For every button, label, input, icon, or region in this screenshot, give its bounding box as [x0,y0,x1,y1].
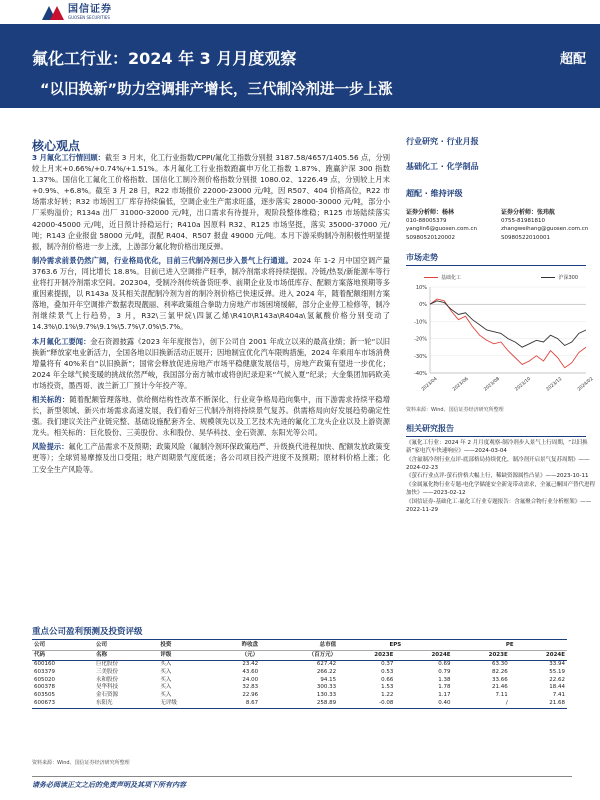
chart-source: 资料来源：Wind、国信证券经济研究所整理 [406,406,504,413]
td: 18.44 [549,684,565,691]
td: 三美股份 [95,668,118,675]
chart-legend [406,274,590,281]
table-header-row [32,641,567,651]
td: 94.15 [320,676,337,683]
table-row [32,661,567,669]
para-lead: 风险提示： [32,442,69,452]
td: 603505 [34,692,55,699]
th: 2024E [510,651,567,661]
analyst-tel: 010-88005379 [406,218,447,225]
legend-swatch [424,277,438,279]
th-pe: PE [453,641,567,651]
x-tick-label: 2023/08 [483,376,501,393]
td: 8.67 [209,700,260,708]
analyst-name: 证券分析师：张玮航 [501,209,556,216]
x-tick-label: 2024/02 [576,376,595,393]
td: 600673 [32,700,94,708]
market-chart-svg [406,281,595,393]
td: 永和股份 [95,676,118,683]
core-content [32,152,390,478]
report-title: 氟化工行业：2024 年 3 月月度观察 [32,49,297,68]
th: 2024E [395,651,452,661]
legend-item [424,274,461,281]
td: 603379 [34,668,55,675]
forecast-table-title: 重点公司盈利预测及投资评级 [32,625,567,640]
td: 0.40 [395,700,452,708]
td: 605020 [34,676,55,683]
td: 55.19 [549,668,565,675]
y-tick-label: -30% [414,353,427,360]
y-tick-label: -10% [414,319,427,326]
paragraph-targets [32,394,390,438]
y-tick-label: 0% [419,302,427,309]
td: 7.11 [495,692,508,699]
paragraph-news [32,336,390,391]
td: 600160 [34,661,55,667]
market-chart [406,274,595,404]
td: 82.26 [491,668,508,675]
x-tick-label: 2023/10 [514,376,533,393]
td: 24.00 [242,676,259,683]
sector-label: 基础化工 · 化学制品 [406,162,479,171]
para-lead: 相关标的： [32,394,70,404]
para-text: 氟化工产品需求不及预期；政策风险（氟制冷剂环保政策趋严、升级换代进程加快、配额发放政策变更等）；全球贸易摩擦及出口受阻；地产周期景气度低迷；各公司项目投产进度不及预期；原材料价格上涨；化工安全生产风险等。 [32,442,390,474]
td: 1.53 [381,684,394,691]
td: 买入 [160,692,172,699]
logo-cn: 国信证券 [68,4,112,15]
th: 公司 [32,641,94,651]
td: 33.66 [491,676,508,683]
th: 公司 [94,641,158,651]
legend-label: 基础化工 [441,274,462,281]
td: 22.96 [242,692,259,699]
logo [42,4,112,20]
td: 21.46 [491,684,508,691]
td: 33.94 [549,661,565,667]
analyst-tel: 0755-81981810 [501,218,545,225]
th: 2023E [453,651,510,661]
th: （元） [209,651,260,661]
td: 0.37 [381,661,394,667]
table-source: 资料来源：Wind、国信证券经济研究所整理 [32,760,130,766]
td: 300.33 [316,684,337,691]
analyst-card [406,209,501,242]
paragraph-review [32,152,390,252]
td: 0.53 [381,668,394,675]
td: 7.41 [552,692,565,699]
table-row [32,692,567,700]
analysts [406,209,596,242]
y-tick-label: -20% [414,336,427,343]
paragraph-risk [32,441,390,474]
analyst-name: 证券分析师：杨林 [406,209,455,216]
td: 无评级 [158,700,209,708]
td: 0.66 [381,676,394,683]
td: 买入 [160,668,172,675]
related-item[interactable]: 《金属氟化物行业专题-电化学储能安全新宠带动需求，全氟己酮国产替代进程加快》——2023-02-12 [406,482,595,497]
series-line-csi300 [430,301,586,347]
td: 21.68 [510,700,567,708]
x-tick-label: 2023/12 [545,376,564,393]
th: （百万元） [260,651,338,661]
th: 投资 [158,641,209,651]
research-type: 行业研究 · 行业月报 [406,137,479,146]
sidebar [406,136,596,516]
related-list [406,440,596,515]
related-title: 相关研究报告 [406,423,586,437]
core-heading: 核心观点 [32,139,81,153]
td: 东阳光 [94,700,158,708]
td: 266.22 [316,668,337,675]
analyst-email[interactable]: zhangweihang@guosen.com.cn [501,226,589,233]
td: 258.89 [260,700,338,708]
paragraph-outlook [32,255,390,333]
x-tick-label: 2023/04 [420,376,439,393]
analyst-cert: S0980522010001 [501,234,550,241]
th: 代码 [32,651,94,661]
y-tick-label: -40% [414,370,427,377]
td: 1.78 [438,684,451,691]
td: 22.62 [549,676,565,683]
td: 买入 [160,661,172,667]
series-line-chemical [430,299,586,368]
td: 金石资源 [95,692,118,699]
related-item[interactable]: 《氟化工行业：2024 年 2 月月度观察-制冷剂步入景气上行周期，“以旧换新”家电汽车快速响应》——2024-03-04 [406,439,588,454]
th-eps: EPS [338,641,452,651]
rating-label: 超配 · 维持评级 [406,189,463,198]
table-header-row [32,651,567,661]
td: 1.38 [438,676,451,683]
th: 2023E [338,651,395,661]
td: 1.22 [381,692,394,699]
title-banner [0,24,600,108]
th: 名称 [94,651,158,661]
y-tick-label: 10% [415,284,427,291]
td: 0.79 [438,668,451,675]
para-text: 2024 年 1-2 月中国空调产量 3763.6 万台，同比增长 18.8%。目前已进入空调排产旺季，制冷剂需求将持续提振。冷链/热泵/新能源车等行业将打开制冷剂需求空间。202304，受制冷剂传统备货旺季、前期企业及市场低库存、配额方案落地预期等多重因素提振，以 R143a 及其相关混配制冷剂为首的制冷剂价格已快速反弹。进入 2024 年，随着配额细则方案落地，叠加开年空调排产数据表现靓丽、利率政策组合拳助力房地产市场困境缓解，部分企业停工检修等，制冷剂继续景气上行趋势，3 月，R32\三氯甲烷\四氯乙烯\R410\R143a\R404a\氢氟酸价格分别变动了 14.3%\0.1%\9.7%\9.1%\5.7%\7.0%\5.7%。 [32,255,390,332]
para-text: 截至 3 月末，化工行业指数/CPPI/氟化工指数分别报 3187.58/4657/1405.56 点，分别较上月末+0.66%/+0.74%/+1.51%。本月氟化工行业指数跑赢申万化工指数 1.87%、跑赢沪深 300 指数 1.37%。国信化工氟化工价格指数、国信化工制冷剂价格指数分别报 1080.02、1226.49 点，分别较上月末+0.9%、+6.8%。截至 3 月 28 日，R22 市场报价 22000-23000 元/吨，因 R507、404 价格高位，R22 市场需求好转；R32 市场因工厂库存持续偏低，空调企业生产需求旺盛，逐步落实 28000-30000 元/吨，部分小厂采购溢价；R134a 出厂 31000-32000 元/吨，出口需求有待提升，观阶段整体维稳；R125 市场陆续落实 42000-45000 元/吨，近日预计持稳运行；R410a 因原料 R32、R125 市场坚挺，落实 35000-37000 元/吨；R143 企业报盘 58000 元/吨，混配 R404、R507 报盘 49000 元/吨。本月下游采购制冷剂积极性明显提振，制冷剂价格进一步上涨，上游部分氟化物价格出现反弹。 [32,153,390,251]
legend-item [541,274,578,281]
td: 巨化股份 [95,661,118,667]
td: / [453,700,510,708]
td: 买入 [160,676,172,683]
td: 昊华科技 [95,684,118,691]
legend-swatch [541,277,555,279]
analyst-card [501,209,596,242]
rating-badge: 超配 [559,52,586,67]
table-row [32,700,567,708]
td: 买入 [160,684,172,691]
td: 600378 [34,684,55,691]
x-tick-label: 2023/06 [452,376,470,393]
para-text: 随着配额管理落地、供给侧结构性改革不断深化、行业竞争格局趋向集中，而下游需求持续平稳增长，新型领域、新兴市场需求高速发展，我们看好三代制冷剂将持续景气复苏。供需格局向好发展趋势确定性强。我们建议关注产业链完整、基础设施配套齐全、规模领先以及工艺技术先进的氟化工龙头企业以及上游资源龙头。相关标的：巨化股份、三美股份、永和股份、昊华科技、金石资源、东阳光等公司。 [32,394,390,438]
para-lead: 3 月氟化工行情回顾： [32,153,105,162]
analyst-cert: S0980520120002 [406,234,455,241]
analyst-email[interactable]: yanglin6@guosen.com.cn [406,226,477,233]
td: 1.17 [438,692,451,699]
para-lead: 本月氟化工要闻： [32,336,91,346]
disclaimer-footer: 请务必阅读正文之后的免责声明及其项下所有内容 [32,776,572,790]
table-row [32,669,567,677]
td: 43.60 [242,668,259,675]
related-item[interactable]: 《萤石行业点评-萤石价格大幅上行，稀缺资源属性凸显》——2023-10-11 [406,473,589,480]
market-title: 市场走势 [406,252,586,266]
para-text: 金石资源披露《2023 年年度报告》，创下公司自 2001 年成立以来的最高业绩；新一轮“以旧换新”释放家电业新活力，全国各地以旧换新活动正展开；因地制宜优化汽车限购措施，2024 年乘用车市场消费增量将有 40%来自“以旧换新”；国常会释放促进房地产市场平稳健康发展信号，房地产政策有望进一步优化；2024 年全球气候变暖的挑战依然严峻，我国部分南方城市或将创纪录迎来“气候入夏”纪录；大金集团加码欧美市场投资，墨西哥、波兰新工厂预计今年投产等。 [32,336,391,390]
logo-icon [42,4,64,20]
th: 总市值 [260,641,338,651]
logo-en: GUOSEN SECURITIES [68,15,110,20]
report-subtitle: “以旧换新”助力空调排产增长，三代制冷剂进一步上涨 [40,82,393,98]
td: -0.08 [338,700,395,708]
td: 0.69 [438,661,451,667]
forecast-table [32,641,567,709]
td: 130.33 [316,692,337,699]
th: 昨收盘 [209,641,260,651]
related-item[interactable]: 《国信证券-基础化工·氟化工行业专题报告：含氟聚合物行业分析框架》——2022-11-29 [406,499,592,514]
td: 32.83 [242,684,259,691]
td: 23.42 [242,661,259,667]
td: 627.42 [316,661,337,667]
th: 评级 [158,651,209,661]
related-item[interactable]: 《含氟制冷剂行业点评-底部格局持续优化，制冷剂开启景气复苏周期》——2024-02-23 [406,456,590,471]
para-lead: 制冷需求前景仍然广阔，行业格局优化，目前三代制冷剂已步入景气上行通道。 [32,255,293,265]
td: 63.30 [491,661,508,667]
legend-label: 沪深300 [558,274,578,281]
